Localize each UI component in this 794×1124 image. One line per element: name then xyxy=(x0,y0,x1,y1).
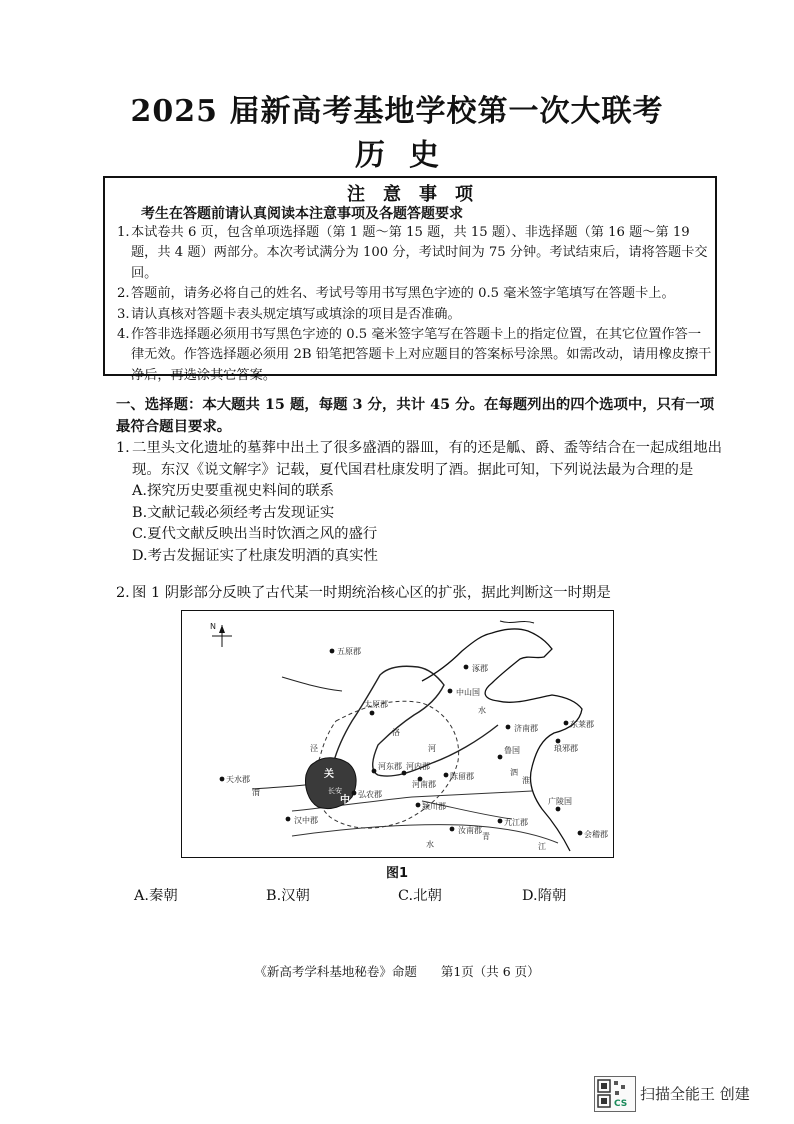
svg-text:广陵国: 广陵国 xyxy=(548,797,572,806)
svg-text:太原郡: 太原郡 xyxy=(364,700,388,709)
svg-text:河内郡: 河内郡 xyxy=(406,762,430,771)
notice-subtitle: 考生在答题前请认真阅读本注意事项及各题答题要求 xyxy=(141,206,463,222)
compass-icon xyxy=(210,622,232,647)
section-header: 一、选择题：本大题共 15 题，每题 3 分，共计 45 分。在每题列出的四个选项中，只有一项最符合题目要求。 xyxy=(116,396,715,435)
svg-text:长安: 长安 xyxy=(328,787,342,795)
svg-text:五原郡: 五原郡 xyxy=(337,647,361,656)
svg-text:鲁国: 鲁国 xyxy=(504,746,520,755)
svg-text:河东郡: 河东郡 xyxy=(378,762,402,771)
svg-text:汉中郡: 汉中郡 xyxy=(294,816,318,825)
svg-text:陈留郡: 陈留郡 xyxy=(450,772,474,781)
svg-text:洛: 洛 xyxy=(392,728,400,737)
notice-item: 4. 作答非选择题必须用书写黑色字迹的 0.5 毫米签字笔写在答题卡上的指定位置，在其它位置作答一律无效。作答选择题必须用 2B 铅笔把答题卡上对应题目的答案标号涂黑。如需改动，请用橡皮擦干净后，再选涂其它答案。 xyxy=(117,327,712,383)
svg-text:淮: 淮 xyxy=(522,776,530,785)
option-d[interactable]: D.隋朝 xyxy=(522,888,567,904)
footer-page-number: 第1页（共 6 页） xyxy=(440,964,540,979)
option-d[interactable]: D.考古发掘证实了杜康发明酒的真实性 xyxy=(132,547,378,564)
svg-text:九江郡: 九江郡 xyxy=(504,818,528,827)
option-b[interactable]: B.汉朝 xyxy=(266,888,310,904)
exam-title: 2025 届新高考基地学校第一次大联考 xyxy=(130,94,664,129)
svg-text:青: 青 xyxy=(482,832,490,841)
notice-box xyxy=(103,176,717,383)
notice-item: 1. 本试卷共 6 页，包含单项选择题（第 1 题～第 15 题，共 15 题）、非选择题（第 16 题～第 19 题，共 4 题）两部分。本次考试满分为 100 分，考试时间为 75 分钟。考试结束后，请将答题卡交回。 xyxy=(117,225,708,281)
subject-title: 历史 xyxy=(355,138,463,173)
svg-text:河南郡: 河南郡 xyxy=(412,780,436,789)
svg-text:泗: 泗 xyxy=(510,768,518,777)
camscanner-logo-icon xyxy=(594,1076,636,1112)
svg-text:关: 关 xyxy=(324,769,334,780)
option-c[interactable]: C.夏代文献反映出当时饮酒之风的盛行 xyxy=(132,526,378,542)
question-stem: 1. 二里头文化遗址的墓葬中出土了很多盛酒的器皿，有的还是觚、爵、盉等结合在一起成组地出现。东汉《说文解字》记载，夏代国君杜康发明了酒。据此可知，下列说法最为合理的是 xyxy=(116,440,723,478)
option-a[interactable]: A.探究历史要重视史料间的联系 xyxy=(132,483,335,499)
option-a[interactable]: A.秦朝 xyxy=(134,888,178,904)
svg-text:颍川郡: 颍川郡 xyxy=(422,802,446,811)
question-1 xyxy=(116,438,726,567)
svg-text:济南郡: 济南郡 xyxy=(514,724,538,733)
svg-text:CS: CS xyxy=(614,1099,628,1109)
option-b[interactable]: B.文献记载必须经考古发现证实 xyxy=(132,504,335,521)
svg-text:中: 中 xyxy=(340,795,350,806)
svg-text:水: 水 xyxy=(478,706,486,715)
svg-text:N: N xyxy=(210,622,216,631)
svg-text:渭: 渭 xyxy=(252,788,260,797)
svg-text:水: 水 xyxy=(426,840,434,849)
question-2-stem: 2. 图 1 阴影部分反映了古代某一时期统治核心区的扩张，据此判断这一时期是 xyxy=(116,585,611,601)
svg-text:东莱郡: 东莱郡 xyxy=(570,720,594,729)
option-c[interactable]: C.北朝 xyxy=(398,888,442,904)
svg-text:天水郡: 天水郡 xyxy=(226,775,250,784)
notice-item: 2. 答题前，请务必将自己的姓名、考试号等用书写黑色字迹的 0.5 毫米签字笔填写在答题卡上。 xyxy=(117,286,675,302)
svg-text:河: 河 xyxy=(428,744,436,753)
scanner-watermark: 扫描全能王 创建 xyxy=(640,1085,750,1103)
svg-text:泾: 泾 xyxy=(310,744,318,753)
notice-item: 3. 请认真核对答题卡表头规定填写或填涂的项目是否准确。 xyxy=(117,306,461,322)
svg-text:汝南郡: 汝南郡 xyxy=(458,826,482,835)
notice-title: 注意事项 xyxy=(347,184,491,205)
historical-map xyxy=(181,610,614,858)
svg-text:涿郡: 涿郡 xyxy=(472,664,488,673)
footer-source: 《新高考学科基地秘卷》命题 xyxy=(254,964,417,979)
figure-caption: 图1 xyxy=(385,866,409,881)
svg-text:中山国: 中山国 xyxy=(456,688,480,697)
page-footer xyxy=(0,962,794,980)
svg-text:琅邪郡: 琅邪郡 xyxy=(554,744,578,753)
svg-text:江: 江 xyxy=(538,842,546,851)
svg-text:弘农郡: 弘农郡 xyxy=(358,790,382,799)
notice-list xyxy=(117,223,713,386)
svg-text:会稽郡: 会稽郡 xyxy=(584,830,608,839)
map-drawing xyxy=(182,611,612,856)
